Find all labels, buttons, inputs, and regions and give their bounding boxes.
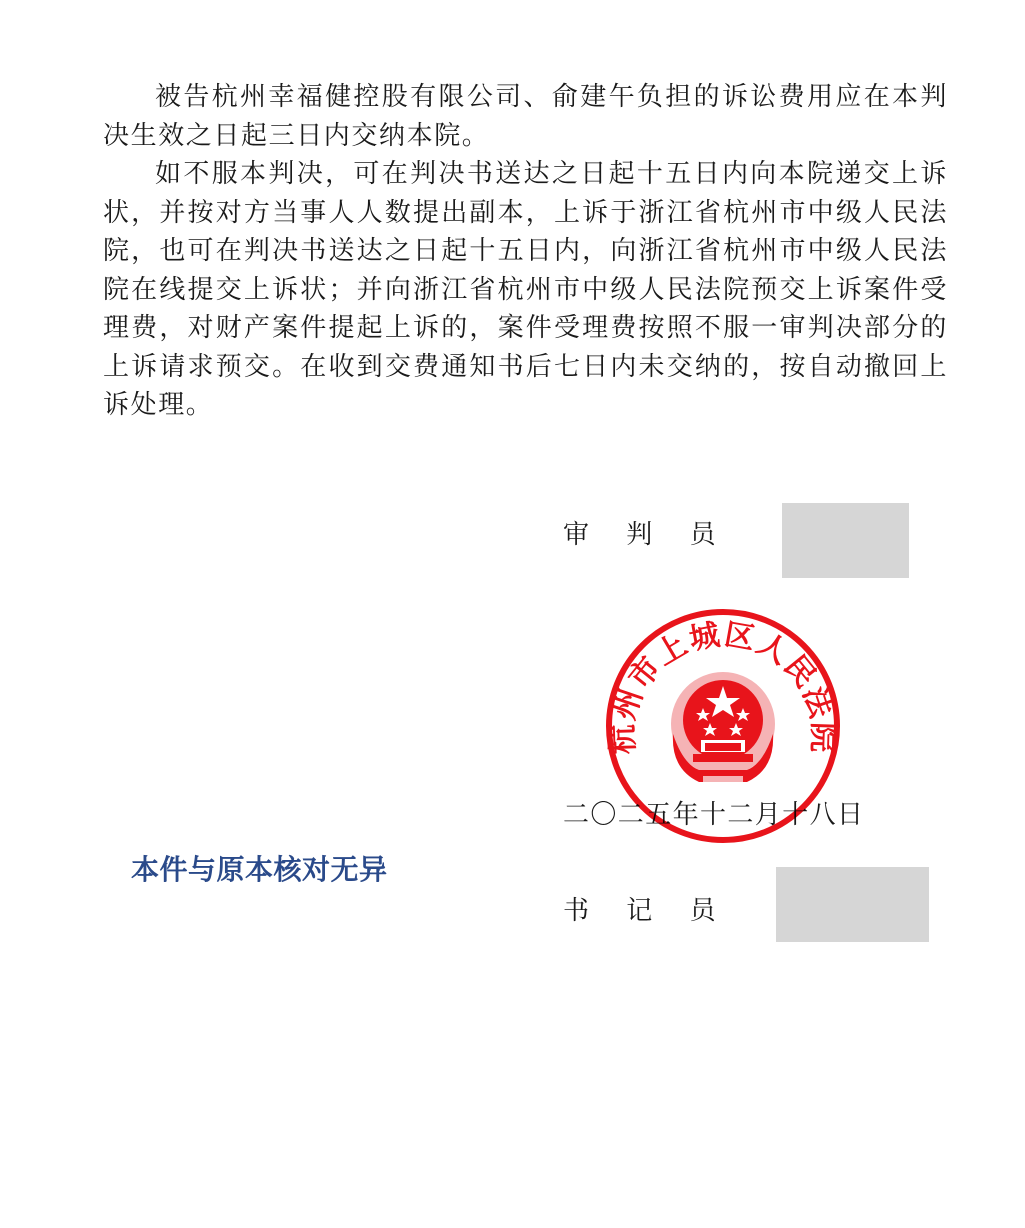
clerk-label <box>563 890 716 927</box>
national-emblem-icon <box>671 672 775 782</box>
clerk-label-char: 员 <box>689 896 716 926</box>
paragraph-fee-payment: 被告杭州幸福健控股有限公司、俞建午负担的诉讼费用应在本判决生效之日起三日内交纳本院。 <box>103 82 948 151</box>
judgment-date: 二〇二五年十二月十八日 <box>563 800 865 830</box>
clerk-label-char: 记 <box>626 896 653 926</box>
judgment-text <box>103 78 948 425</box>
seal-text: 杭州市上城区人民法院 <box>605 617 841 755</box>
judge-name-redaction <box>782 503 909 578</box>
judge-label-char: 判 <box>626 520 653 550</box>
court-seal <box>601 604 845 848</box>
judge-label-char: 员 <box>689 520 716 550</box>
copy-verification-stamp: 本件与原本核对无异 <box>131 853 388 886</box>
clerk-label-char: 书 <box>563 896 590 926</box>
clerk-name-redaction <box>776 867 929 942</box>
judge-label-char: 审 <box>563 520 590 550</box>
paragraph-appeal-notice: 如不服本判决，可在判决书送达之日起十五日内向本院递交上诉状，并按对方当事人人数提出副本，上诉于浙江省杭州市中级人民法院，也可在判决书送达之日起十五日内，向浙江省杭州市中级人民法院在线提交上诉状；并向浙江省杭州市中级人民法院预交上诉案件受理费，对财产案件提起上诉的，案件受理费按照不服一审判决部分的上诉请求预交。在收到交费通知书后七日内未交纳的，按自动撤回上诉处理。 <box>103 159 948 420</box>
judge-label <box>563 514 716 551</box>
